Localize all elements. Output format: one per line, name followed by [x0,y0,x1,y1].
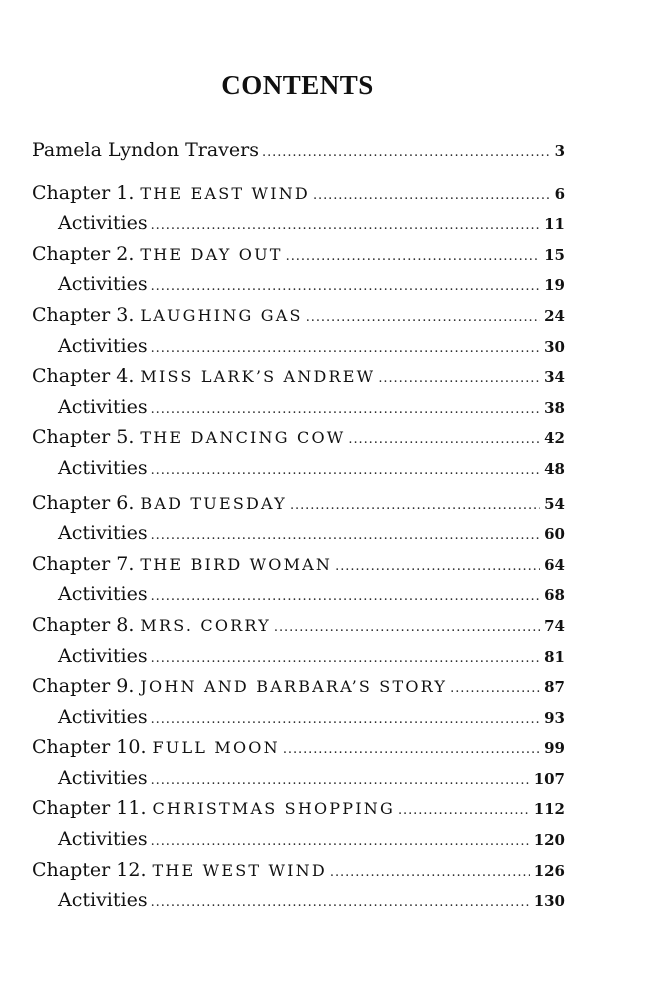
toc-entry-label: Activities [58,273,148,296]
chapter-number: Chapter 8. [32,613,135,636]
toc-entry-label: Activities [58,766,148,789]
page-number: 68 [544,586,565,605]
toc-chapter-entry[interactable] [32,182,565,213]
page-number: 19 [544,276,565,295]
chapter-title: THE EAST WIND [140,183,310,203]
dot-leader [398,803,530,818]
page-number: 34 [544,368,565,387]
toc-entry-label: Activities [58,456,148,479]
toc-activities-entry[interactable] [32,273,565,304]
chapter-number: Chapter 1. [32,181,135,204]
toc-entry-label [32,614,271,636]
toc-activities-entry[interactable] [32,889,565,920]
page-number: 64 [544,555,565,574]
dot-leader [348,432,540,447]
toc-entry-label [32,736,280,758]
chapter-number: Chapter 6. [32,491,135,514]
toc-chapter-entry[interactable] [32,797,565,828]
toc-activities-entry[interactable] [32,457,565,488]
page-number: 120 [533,831,565,850]
toc-chapter-entry[interactable] [32,614,565,645]
page-number: 11 [544,215,565,234]
page-number: 74 [544,616,565,635]
chapter-title: CHRISTMAS SHOPPING [152,799,395,819]
toc-entry-label [32,243,283,265]
toc-chapter-entry[interactable] [32,736,565,767]
chapter-number: Chapter 7. [32,552,135,575]
toc-chapter-entry[interactable] [32,553,565,584]
chapter-title: THE DANCING COW [140,428,346,448]
toc-entry-label [32,675,447,697]
toc-activities-entry[interactable] [32,583,565,614]
chapter-title: JOHN AND BARBARA’S STORY [140,677,448,697]
toc-activities-entry[interactable] [32,396,565,427]
page-number: 54 [544,494,565,513]
toc-entry-label: Activities [58,334,148,357]
chapter-title: FULL MOON [152,738,280,758]
toc-entry-label: Activities [58,212,148,235]
toc-activities-entry[interactable] [32,706,565,737]
chapter-number: Chapter 3. [32,303,135,326]
chapter-title: MISS LARK’S ANDREW [140,367,376,387]
dot-leader [151,589,541,604]
page-number: 6 [554,184,565,203]
toc-chapter-entry[interactable] [32,426,565,457]
toc-chapter-entry[interactable] [32,243,565,274]
toc-entry-label [32,553,332,575]
chapter-title: THE BIRD WOMAN [140,554,333,574]
dot-leader [151,218,541,233]
table-of-contents [32,139,565,920]
dot-leader [151,651,541,666]
page-number: 15 [544,245,565,264]
dot-leader [151,773,530,788]
page-title: CONTENTS [221,70,374,100]
toc-chapter-entry[interactable] [32,492,565,523]
dot-leader [313,188,551,203]
toc-entry-label [32,797,395,819]
dot-leader [290,498,540,513]
page-number: 107 [533,769,565,788]
page-number: 112 [533,800,565,819]
toc-chapter-entry[interactable] [32,859,565,890]
dot-leader [151,463,541,478]
toc-entry-label [32,492,287,514]
chapter-number: Chapter 10. [32,736,147,759]
toc-entry-label [32,182,310,204]
dot-leader [306,310,540,325]
chapter-title: THE WEST WIND [152,860,327,880]
toc-entry-label: Activities [58,705,148,728]
dot-leader [378,371,540,386]
chapter-number: Chapter 9. [32,675,135,698]
page-number: 3 [554,142,565,160]
dot-leader [286,249,540,264]
toc-entry-label: Activities [58,395,148,418]
toc-entry-label: Activities [58,522,148,545]
chapter-number: Chapter 12. [32,858,147,881]
page-number: 30 [544,337,565,356]
dot-leader [450,681,540,696]
toc-activities-entry[interactable] [32,645,565,676]
page-number: 42 [544,429,565,448]
toc-entry-label [32,426,345,448]
toc-activities-entry[interactable] [32,828,565,859]
page-number: 87 [544,678,565,697]
dot-leader [151,279,541,294]
dot-leader [151,712,541,727]
toc-entry-label: Activities [58,583,148,606]
toc-chapter-entry[interactable] [32,304,565,335]
page-number: 81 [544,647,565,666]
dot-leader [151,834,530,849]
toc-entry-label: Pamela Lyndon Travers [32,139,259,161]
toc-activities-entry[interactable] [32,767,565,798]
toc-activities-entry[interactable] [32,335,565,366]
dot-leader [151,402,541,417]
toc-activities-entry[interactable] [32,522,565,553]
page-number: 130 [533,892,565,911]
toc-entry-label [32,365,375,387]
page-number: 99 [544,739,565,758]
dot-leader [151,528,541,543]
dot-leader [335,559,540,574]
page-number: 93 [544,708,565,727]
dot-leader [330,865,530,880]
dot-leader [151,341,541,356]
toc-entry-label: Activities [58,889,148,912]
page-number: 38 [544,398,565,417]
toc-entry-label: Activities [58,644,148,667]
chapter-title: MRS. CORRY [140,615,271,635]
chapter-number: Chapter 4. [32,365,135,388]
chapter-number: Chapter 5. [32,426,135,449]
dot-leader [274,620,540,635]
chapter-title: LAUGHING GAS [140,305,303,325]
toc-chapter-entry[interactable] [32,365,565,396]
chapter-number: Chapter 11. [32,797,147,820]
chapter-title: BAD TUESDAY [140,493,287,513]
page-number: 126 [533,861,565,880]
page-number: 60 [544,525,565,544]
page-number: 48 [544,459,565,478]
toc-entry-label [32,304,303,326]
toc-entry-label [32,859,327,881]
chapter-title: THE DAY OUT [140,244,283,264]
page-number: 24 [544,306,565,325]
toc-entry-label: Activities [58,828,148,851]
dot-leader [283,742,540,757]
chapter-number: Chapter 2. [32,242,135,265]
dot-leader [262,145,551,160]
dot-leader [151,895,530,910]
toc-activities-entry[interactable] [32,212,565,243]
toc-author-entry[interactable] [32,139,565,170]
toc-chapter-entry[interactable] [32,675,565,706]
